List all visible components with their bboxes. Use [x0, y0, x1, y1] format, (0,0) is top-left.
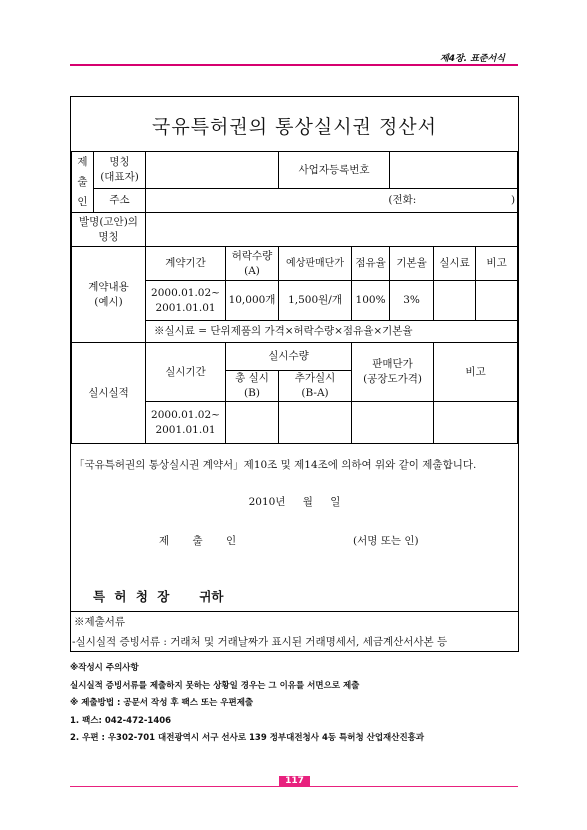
invention-label: 발명(고안)의 명칭: [72, 213, 146, 247]
submission-statement: 「국유특허권의 통상실시권 계약서」제10조 및 제14조에 의하여 위와 같이 제출합니다.: [74, 459, 477, 471]
actual-period-value: 2000.01.02~ 2001.01.01: [146, 402, 226, 444]
contract-fee-value: [434, 281, 476, 321]
contract-fee-header: 실시료: [434, 247, 476, 281]
chapter-label: 제4장. 표준서식: [440, 54, 505, 64]
contract-base-rate-header: 기본율: [390, 247, 434, 281]
business-no-label: 사업자등록번호: [279, 152, 390, 189]
actual-remarks-header: 비고: [434, 343, 518, 402]
phone-label: (전화:: [388, 194, 417, 207]
settlement-form: [70, 96, 519, 652]
name-label: 명칭 (대표자): [94, 152, 146, 189]
header-rule: [70, 64, 518, 66]
actual-unit-price-header: 판매단가 (공장도가격): [352, 343, 434, 402]
documents-text: -실시실적 증빙서류 : 거래처 및 거래날짜가 표시된 거래명세서, 세금계산서사본 등: [72, 636, 448, 648]
actual-label: 실시실적: [72, 343, 146, 444]
addressee-name: 특 허 청 장: [93, 589, 170, 604]
page-number: 117: [279, 776, 310, 787]
form-title: 국유특허권의 통상실시권 정산서: [151, 116, 438, 138]
contract-share-header: 점유율: [352, 247, 390, 281]
contract-qty-header: 허락수량 (A): [226, 247, 279, 281]
invention-field: [146, 213, 518, 247]
contract-label: 계약내용 (예시): [72, 247, 146, 343]
contract-price-header: 예상판매단가: [279, 247, 352, 281]
actual-total-value: [226, 402, 279, 444]
business-no-field: [390, 152, 518, 189]
actual-extra-value: [279, 402, 352, 444]
submitter-line: 제 출 인: [159, 535, 237, 547]
actual-remarks-value: [434, 402, 518, 444]
required-documents: [71, 611, 518, 648]
instructions-line: 2. 우편 : 우302-701 대전광역시 서구 선사로 139 정부대전청사 4동 특허청 산업재산진흥과: [70, 733, 425, 743]
actual-unit-price-value: [352, 402, 434, 444]
actual-total-header: 총 실시 (B): [226, 371, 279, 402]
actual-qty-header: 실시수량: [226, 343, 352, 371]
instructions-line: 실시실적 증빙서류를 제출하지 못하는 상황일 경우는 그 이유를 서면으로 제출: [70, 680, 360, 691]
contract-base-rate-value: 3%: [390, 281, 434, 321]
instructions-line: 1. 팩스: 042-472-1406: [70, 715, 172, 726]
contract-period-header: 계약기간: [146, 247, 226, 281]
contract-qty-value: 10,000개: [226, 281, 279, 321]
actual-period-header: 실시기간: [146, 343, 226, 402]
contract-remarks-value: [476, 281, 518, 321]
address-label: 주소: [94, 189, 146, 213]
instructions: [70, 660, 424, 748]
date-line: 2010년 월 일: [248, 496, 341, 508]
addressee-suffix: 귀하: [199, 589, 224, 604]
form-table: [71, 151, 518, 444]
contract-price-value: 1,500원/개: [279, 281, 352, 321]
fee-formula-note: ※실시료 = 단위제품의 가격×허락수량×점유율×기본율: [146, 321, 518, 343]
contract-share-value: 100%: [352, 281, 390, 321]
instructions-heading: ※작성시 주의사항: [70, 663, 139, 673]
contract-remarks-header: 비고: [476, 247, 518, 281]
addressee: [93, 587, 224, 605]
contract-period-value: 2000.01.02~ 2001.01.01: [146, 281, 226, 321]
address-field: (전화: ): [146, 189, 518, 213]
actual-extra-header: 추가실시 (B-A): [279, 371, 352, 402]
documents-title: ※제출서류: [74, 616, 126, 628]
name-field: [146, 152, 279, 189]
signature-label: (서명 또는 인): [353, 535, 419, 547]
instructions-line: ※ 제출방법 : 공문서 작성 후 팩스 또는 우편제출: [70, 698, 254, 708]
submitter-side-label: 제 출 인: [72, 152, 94, 213]
